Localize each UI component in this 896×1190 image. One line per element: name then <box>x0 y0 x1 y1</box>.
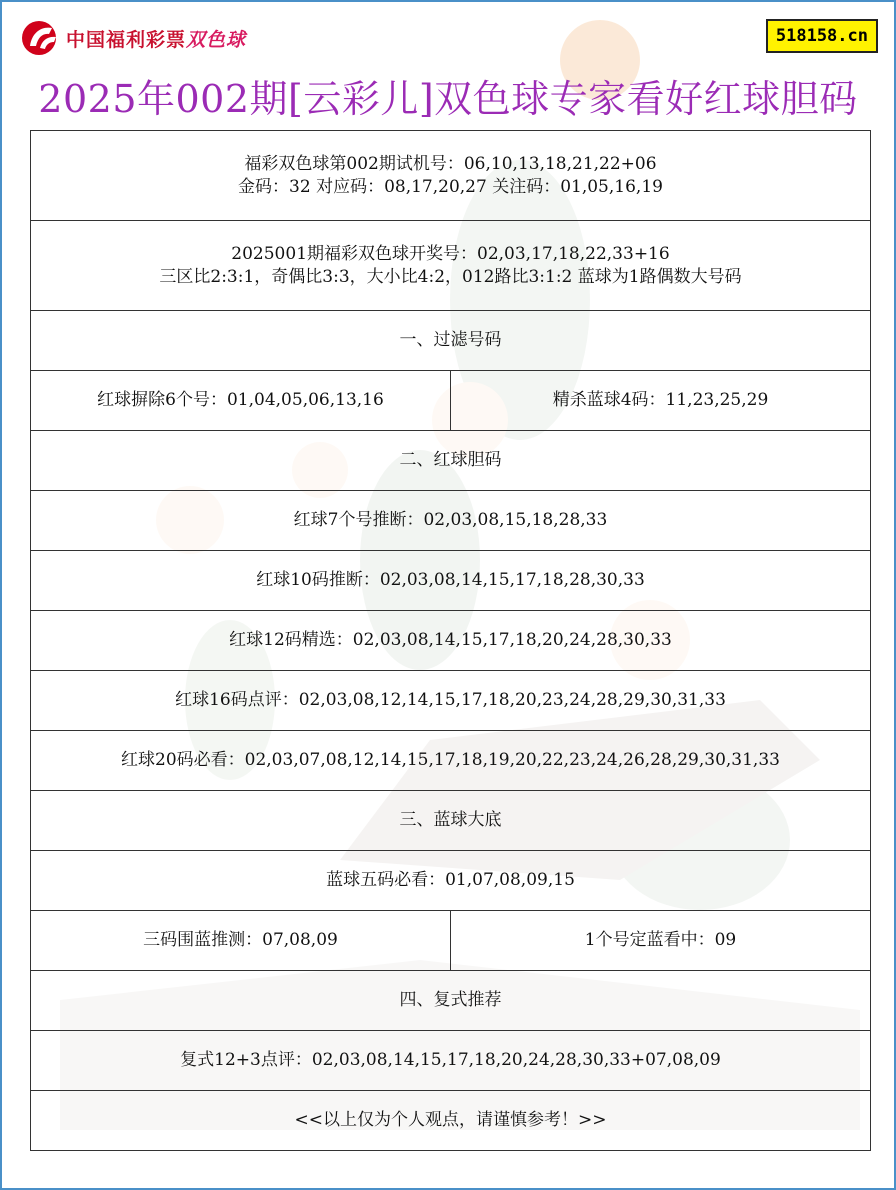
table-row-footer <box>31 1091 870 1151</box>
section-heading: 二、红球胆码 <box>399 450 502 470</box>
china-welfare-lottery-logo <box>18 18 246 58</box>
red20-cell: 红球20码必看：02,03,07,08,12,14,15,17,18,19,20,22,23,24,26,28,29,30,31,33 <box>121 750 780 770</box>
table-row-blue5 <box>31 851 870 911</box>
trial-numbers-text: 福彩双色球第002期试机号：06,10,13,18,21,22+06 <box>244 153 657 174</box>
table-row-filter <box>31 371 870 431</box>
blue1-cell: 1个号定蓝看中：09 <box>450 911 870 970</box>
table-row-red16 <box>31 671 870 731</box>
last-draw-cell <box>31 221 870 310</box>
red7-cell: 红球7个号推断：02,03,08,15,18,28,33 <box>293 510 608 530</box>
section-heading: 四、复式推荐 <box>399 990 502 1010</box>
table-row-trial-numbers <box>31 131 870 221</box>
blue3-cell: 三码围蓝推测：07,08,09 <box>143 930 338 950</box>
prediction-table <box>30 130 871 1151</box>
red-exclude-cell: 红球摒除6个号：01,04,05,06,13,16 <box>97 390 384 410</box>
disclaimer-text: <<以上仅为个人观点，请谨慎参考！>> <box>294 1110 607 1130</box>
table-row-combo <box>31 1031 870 1091</box>
section-heading: 一、过滤号码 <box>399 330 502 350</box>
trial-numbers-cell <box>31 131 870 220</box>
combo-cell: 复式12+3点评：02,03,08,14,15,17,18,20,24,28,30,33+07,08,09 <box>180 1050 721 1070</box>
table-row-red20 <box>31 731 870 791</box>
blue-kill-cell: 精杀蓝球4码：11,23,25,29 <box>450 371 870 430</box>
blue5-cell: 蓝球五码必看：01,07,08,09,15 <box>326 870 575 890</box>
logo-org-name: 中国福利彩票 <box>66 28 187 51</box>
section-heading-red-core <box>31 431 870 491</box>
section-heading-filter <box>31 311 870 371</box>
section-heading-combo <box>31 971 870 1031</box>
last-draw-text: 2025001期福彩双色球开奖号：02,03,17,18,22,33+16 <box>231 243 670 264</box>
table-row-red7 <box>31 491 870 551</box>
site-badge[interactable]: 518158.cn <box>766 19 878 53</box>
lottery-logo-icon <box>18 18 64 58</box>
table-row-blue-picks <box>31 911 870 971</box>
red10-cell: 红球10码推断：02,03,08,14,15,17,18,28,30,33 <box>256 570 645 590</box>
table-row-last-draw <box>31 221 870 311</box>
section-heading: 三、蓝球大底 <box>399 810 502 830</box>
table-row-red12 <box>31 611 870 671</box>
gold-code-text: 金码：32 对应码：08,17,20,27 关注码：01,05,16,19 <box>238 176 663 197</box>
last-draw-analysis-text: 三区比2:3:1，奇偶比3:3，大小比4:2，012路比3:1:2 蓝球为1路偶数大号码 <box>159 266 742 287</box>
section-heading-blue <box>31 791 870 851</box>
red16-cell: 红球16码点评：02,03,08,12,14,15,17,18,20,23,24,28,29,30,31,33 <box>175 690 726 710</box>
logo-game-name: 双色球 <box>186 28 247 51</box>
table-row-red10 <box>31 551 870 611</box>
logo-text <box>66 25 246 52</box>
page-title: 2025年002期[云彩儿]双色球专家看好红球胆码 <box>38 77 858 121</box>
red12-cell: 红球12码精选：02,03,08,14,15,17,18,20,24,28,30,33 <box>229 630 672 650</box>
